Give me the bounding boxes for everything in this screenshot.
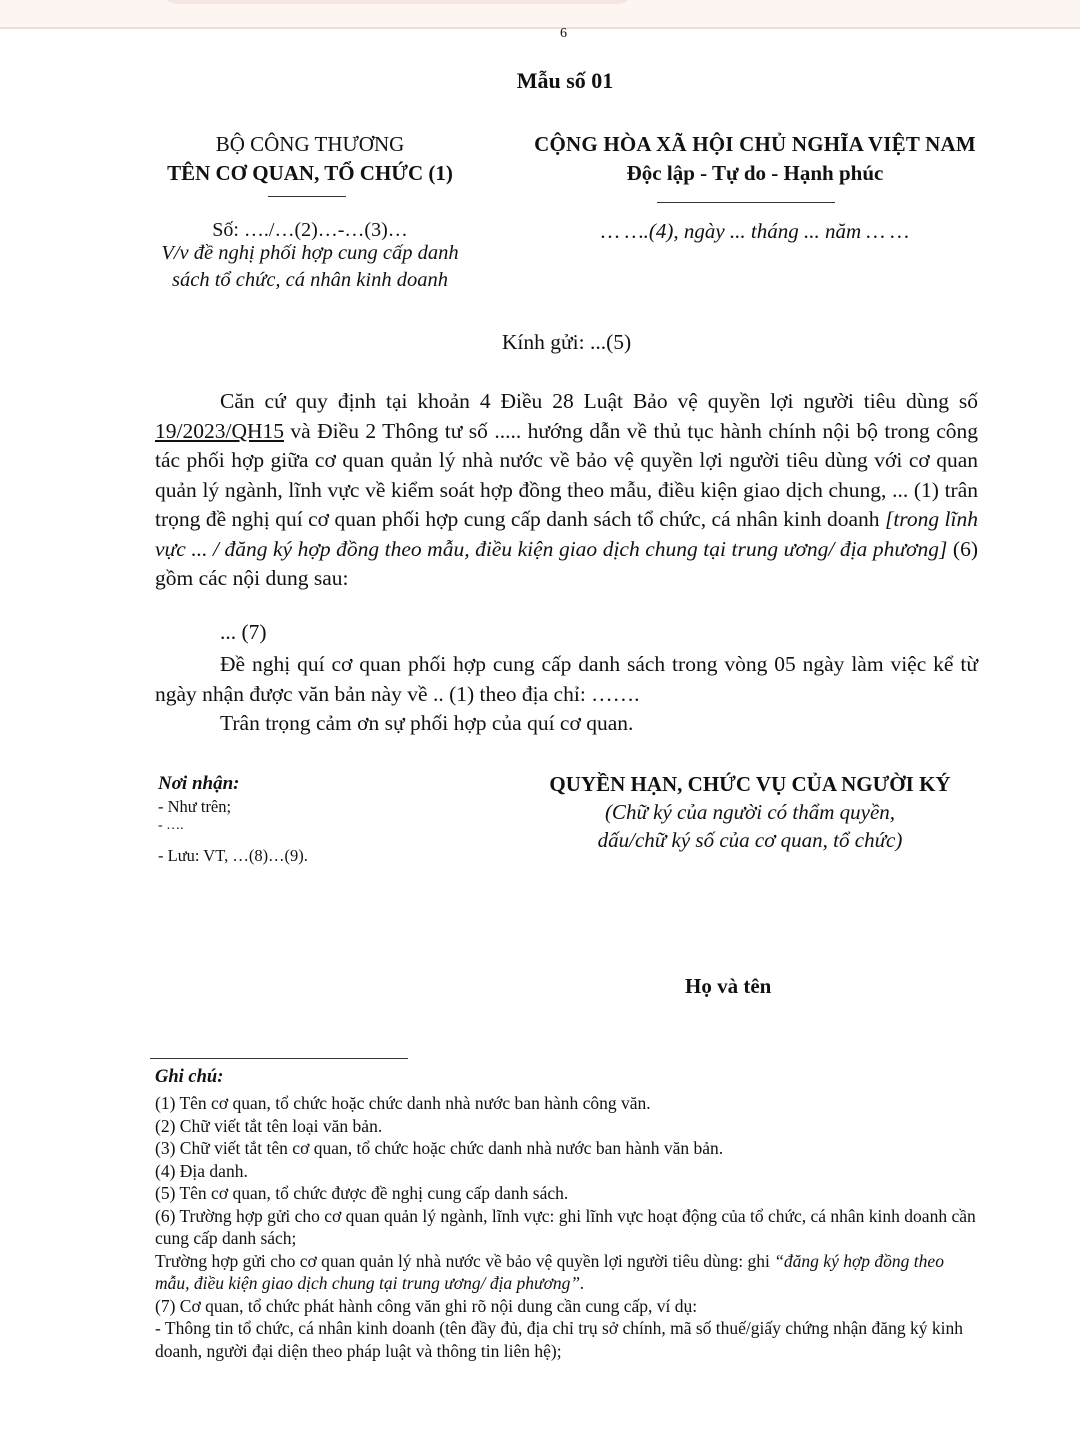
agency-name: TÊN CƠ QUAN, TỔ CHỨC (1): [167, 161, 453, 185]
note-6b-text: Trường hợp gửi cho cơ quan quản lý nhà nước về bảo vệ quyền lợi người tiêu dùng: ghi: [155, 1250, 775, 1271]
note-item: (1) Tên cơ quan, tổ chức hoặc chức danh nhà nước ban hành công văn.: [155, 1093, 651, 1113]
viewer-tab-shape: [160, 0, 635, 4]
signature-note-1: (Chữ ký của người có thẩm quyền,: [604, 800, 896, 824]
place-date: … ….(4), ngày ... tháng ... năm … …: [601, 219, 909, 243]
recipients-label: Nơi nhận:: [158, 773, 240, 794]
body-paragraph-2: Đề nghị quí cơ quan phối hợp cung cấp danh sách trong vòng 05 ngày làm việc kể từ ngày nhận được văn bản này về .. (1) theo địa chỉ: …….: [155, 652, 978, 706]
body-paragraph-3: Trân trọng cảm ơn sự phối hợp của quí cơ quan.: [220, 711, 634, 735]
signer-title: QUYỀN HẠN, CHỨC VỤ CỦA NGƯỜI KÝ: [549, 772, 951, 796]
subject-line-1: V/v đề nghị phối hợp cung cấp danh: [161, 242, 459, 264]
para1-text-b: và Điều 2 Thông tư số ..... hướng dẫn về thủ tục hành chính nội bộ trong công tác phối hợp giữa cơ quan quản lý nhà nước về bảo vệ quyền lợi người tiêu dùng với cơ quan quản lý ngành, lĩnh vực về kiểm soát hợp đồng theo mẫu, điều kiện giao dịch chung, ... (1) trân trọng đề nghị quí cơ quan phối hợp cung cấp danh sách tổ chức, cá nhân kinh doanh: [155, 418, 978, 531]
notes-label: Ghi chú:: [155, 1067, 224, 1087]
notes-separator: [150, 1058, 408, 1059]
ministry-name: BỘ CÔNG THƯƠNG: [215, 132, 405, 156]
motto-underline: [657, 202, 835, 203]
note-item: (2) Chữ viết tắt tên loại văn bản.: [155, 1115, 383, 1136]
recipient-item: - ….: [158, 818, 184, 833]
recipient-item: - Như trên;: [158, 797, 232, 816]
note-item: (5) Tên cơ quan, tổ chức được đề nghị cung cấp danh sách.: [155, 1183, 569, 1203]
note-6b-italic: “đăng ký hợp đồng theo mẫu, điều kiện giao dịch chung tại trung ương/ địa phương”.: [155, 1250, 944, 1293]
note-item-6b: [155, 1250, 980, 1295]
law-number: 19/2023/QH15: [155, 418, 284, 443]
notes-list: [155, 1092, 980, 1362]
document-number: Số: …./…(2)…-…(3)…: [212, 219, 408, 241]
recipient-item: - Lưu: VT, …(8)…(9).: [158, 846, 308, 865]
body-paragraph-1: [155, 387, 978, 594]
note-item: (6) Trường hợp gửi cho cơ quan quản lý ngành, lĩnh vực: ghi lĩnh vực hoạt động của tổ chức, cá nhân kinh doanh cần cung cấp danh sách;: [155, 1205, 976, 1248]
note-item: (7) Cơ quan, tổ chức phát hành công văn ghi rõ nội dung cần cung cấp, ví dụ:: [155, 1295, 698, 1316]
national-motto: Độc lập - Tự do - Hạnh phúc: [626, 161, 884, 185]
signature-note-2: dấu/chữ ký số của cơ quan, tổ chức): [597, 828, 903, 852]
content-item-7: ... (7): [220, 620, 267, 644]
note-item: (3) Chữ viết tắt tên cơ quan, tổ chức hoặc chức danh nhà nước ban hành văn bản.: [155, 1138, 724, 1158]
note-item: (4) Địa danh.: [155, 1160, 248, 1181]
subject-line-2: sách tổ chức, cá nhân kinh doanh: [172, 269, 448, 291]
viewer-toolbar: [0, 0, 1080, 29]
para1-italic: [trong lĩnh vực ... / đăng ký hợp đồng theo mẫu, điều kiện giao dịch chung tại trung ương/ địa phương]: [155, 507, 978, 561]
para1-text-a: Căn cứ quy định tại khoản 4 Điều 28 Luật Bảo vệ quyền lợi người tiêu dùng số: [220, 389, 978, 413]
agency-underline: [268, 196, 346, 197]
form-title: Mẫu số 01: [516, 68, 614, 93]
para1-text-c: (6) gồm các nội dung sau:: [155, 536, 978, 590]
recipient-line: Kính gửi: ...(5): [501, 330, 632, 354]
note-item-7-sub: - Thông tin tổ chức, cá nhân kinh doanh (tên đầy đủ, địa chỉ trụ sở chính, mã số thuế/giấy chứng nhận đăng ký kinh doanh, người đại diện theo pháp luật và thông tin liên hệ);: [155, 1318, 963, 1361]
signer-name: Họ và tên: [685, 974, 772, 998]
country-name: CỘNG HÒA XÃ HỘI CHỦ NGHĨA VIỆT NAM: [534, 132, 976, 156]
page-number: 6: [560, 26, 567, 41]
